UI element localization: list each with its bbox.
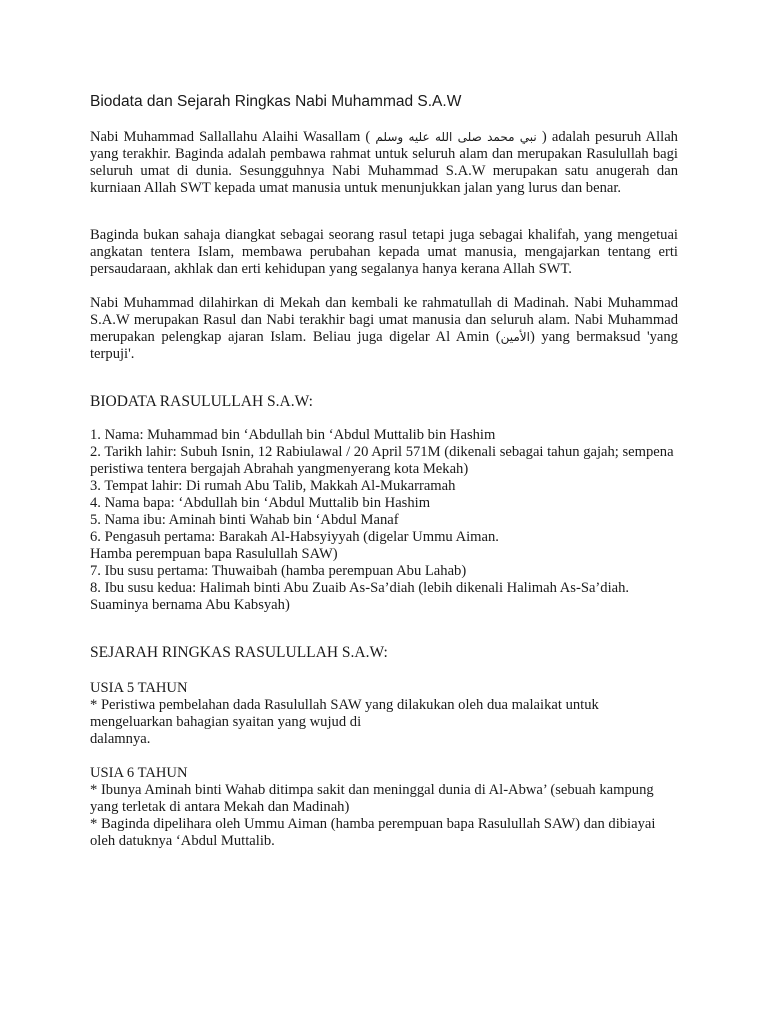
biodata-item: 7. Ibu susu pertama: Thuwaibah (hamba perempuan Abu Lahab) xyxy=(90,563,467,579)
usia-6-bullet-2: * Baginda dipelihara oleh Ummu Aiman (hamba perempuan bapa Rasulullah SAW) dan dibiayai oleh datuknya ‘Abdul Muttalib. xyxy=(90,816,656,849)
biodata-list xyxy=(90,427,678,614)
arabic-al-amin-text: الأمين xyxy=(500,330,530,344)
intro-p1-text-start: Nabi Muhammad Sallallahu Alaihi Wasallam ( xyxy=(90,129,371,145)
usia-6-label: USIA 6 TAHUN xyxy=(90,765,188,781)
biodata-item: 4. Nama bapa: ‘Abdullah bin ‘Abdul Muttalib bin Hashim xyxy=(90,495,431,511)
biodata-item: 3. Tempat lahir: Di rumah Abu Talib, Makkah Al-Mukarramah xyxy=(90,478,456,494)
intro-paragraph-2: Baginda bukan sahaja diangkat sebagai seorang rasul tetapi juga sebagai khalifah, yang mengetuai angkatan tentera Islam, membawa perubahan kepada umat manusia, mengajarkan tentang erti persaudaraan, akhlak dan erti kehidupan yang segalanya hanya kerana Allah SWT. xyxy=(90,227,678,277)
biodata-item: 1. Nama: Muhammad bin ‘Abdullah bin ‘Abdul Muttalib bin Hashim xyxy=(90,427,496,443)
biodata-item: 2. Tarikh lahir: Subuh Isnin, 12 Rabiulawal / 20 April 571M (dikenali sebagai tahun gajah; sempena peristiwa tentera bergajah Abrahah yangmenyerang kota Mekah) xyxy=(90,444,674,477)
document-title: Biodata dan Sejarah Ringkas Nabi Muhammad S.A.W xyxy=(90,93,462,110)
intro-paragraph-3 xyxy=(90,295,678,363)
intro-paragraph-1 xyxy=(90,129,678,197)
biodata-item: 6. Pengasuh pertama: Barakah Al-Habsyiyyah (digelar Ummu Aiman. xyxy=(90,529,499,545)
biodata-item: 5. Nama ibu: Aminah binti Wahab bin ‘Abdul Manaf xyxy=(90,512,399,528)
usia-5-bullet: * Peristiwa pembelahan dada Rasulullah SAW yang dilakukan oleh dua malaikat untuk mengeluarkan bahagian syaitan yang wujud di xyxy=(90,697,599,730)
biodata-item: 8. Ibu susu kedua: Halimah binti Abu Zuaib As-Sa’diah (lebih dikenali Halimah As-Sa’diah. Suaminya bernama Abu Kabsyah) xyxy=(90,580,630,613)
biodata-heading: BIODATA RASULULLAH S.A.W: xyxy=(90,393,313,410)
sejarah-heading: SEJARAH RINGKAS RASULULLAH S.A.W: xyxy=(90,644,388,661)
arabic-name-text: نبي محمد صلى الله عليه وسلم xyxy=(375,130,537,144)
usia-5-bullet-continuation: dalamnya. xyxy=(90,731,151,747)
document-page xyxy=(90,92,678,850)
intro-p3-text-end: ) yang bermaksud 'yang terpuji'. xyxy=(90,329,678,362)
usia-6-bullet-1: * Ibunya Aminah binti Wahab ditimpa sakit dan meninggal dunia di Al-Abwa’ (sebuah kampung yang terletak di antara Mekah dan Madinah) xyxy=(90,782,654,815)
usia-5-label: USIA 5 TAHUN xyxy=(90,680,188,696)
intro-p1-text-end: ) adalah pesuruh Allah yang terakhir. Baginda adalah pembawa rahmat untuk seluruh alam dan merupakan Rasulullah bagi seluruh umat di dunia. Sesungguhnya Nabi Muhammad S.A.W merupakan satu anugerah dan kurniaan Allah SWT kepada umat manusia untuk menunjukkan jalan yang lurus dan benar. xyxy=(90,129,678,196)
intro-p3-text-start: Nabi Muhammad dilahirkan di Mekah dan kembali ke rahmatullah di Madinah. Nabi Muhammad S.A.W merupakan Rasul dan Nabi terakhir bagi umat manusia dan seluruh alam. Nabi Muhammad merupakan pelengkap ajaran Islam. Beliau juga digelar Al Amin ( xyxy=(90,295,678,345)
biodata-item: Hamba perempuan bapa Rasulullah SAW) xyxy=(90,546,338,562)
